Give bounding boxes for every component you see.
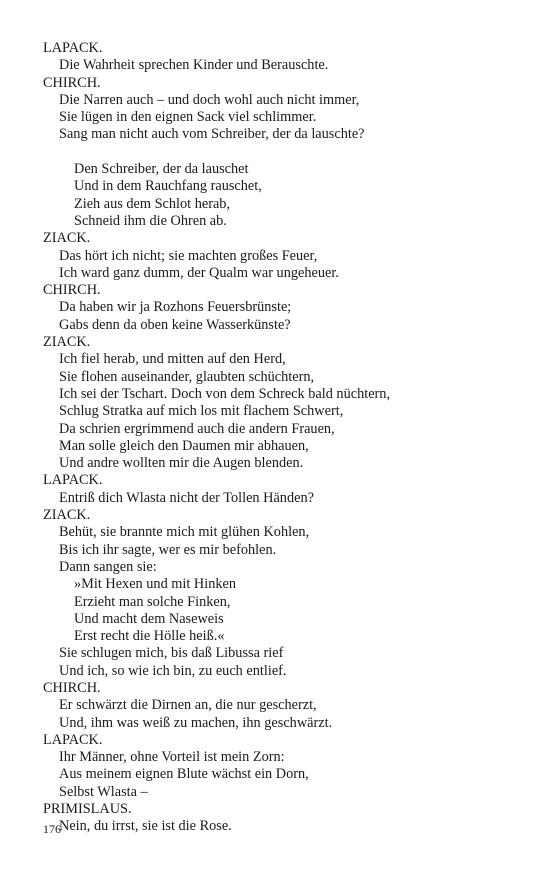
speaker-name: ZIACK.: [43, 230, 91, 247]
song-line: Und in dem Rauchfang rauschet,: [74, 178, 262, 195]
verse-line: Da schrien ergrimmend auch die andern Frauen,: [59, 420, 335, 437]
speaker-name: ZIACK.: [43, 334, 91, 351]
verse-line: Ich sei der Tschart. Doch von dem Schreck bald nüchtern,: [59, 385, 391, 402]
song-line: Und macht dem Naseweis: [74, 610, 224, 627]
verse-line: Er schwärzt die Dirnen an, die nur gescherzt,: [59, 697, 317, 714]
verse-line: Ich fiel herab, und mitten auf den Herd,: [59, 351, 286, 368]
verse-line: Ihr Männer, ohne Vorteil ist mein Zorn:: [59, 749, 285, 766]
verse-line: Sie lügen in den eignen Sack viel schlimmer.: [59, 109, 317, 126]
verse-line: Und, ihm was weiß zu machen, ihn geschwärzt.: [59, 714, 333, 731]
verse-line: Ich ward ganz dumm, der Qualm war ungeheuer.: [59, 264, 339, 281]
speaker-name: LAPACK.: [43, 40, 103, 56]
verse-line: Sang man nicht auch vom Schreiber, der da lauschte?: [59, 126, 365, 143]
verse-line: Behüt, sie brannte mich mit glühen Kohlen,: [59, 524, 310, 541]
speaker-name: CHIRCH.: [43, 282, 101, 299]
verse-line: Schlug Stratka auf mich los mit flachem Schwert,: [59, 403, 344, 420]
verse-line: Nein, du irrst, sie ist die Rose.: [59, 818, 232, 835]
verse-line: Und ich, so wie ich bin, zu euch entlief.: [59, 662, 287, 679]
song-line: Erzieht man solche Finken,: [74, 593, 231, 610]
speaker-name: LAPACK.: [43, 472, 103, 489]
page-number: 176: [43, 822, 61, 836]
speaker-name: CHIRCH.: [43, 679, 101, 696]
verse-line: Man solle gleich den Daumen mir abhauen,: [59, 437, 309, 454]
verse-line: Gabs denn da oben keine Wasserkünste?: [59, 316, 291, 333]
verse-line: Sie flohen auseinander, glaubten schüchtern,: [59, 368, 315, 385]
verse-line: Und andre wollten mir die Augen blenden.: [59, 455, 304, 472]
verse-line: Aus meinem eignen Blute wächst ein Dorn,: [59, 766, 309, 783]
verse-line: Bis ich ihr sagte, wer es mir befohlen.: [59, 541, 277, 558]
blank-line: [43, 144, 523, 161]
song-line: Den Schreiber, der da lauschet: [74, 161, 249, 178]
verse-line: Sie schlugen mich, bis daß Libussa rief: [59, 645, 284, 662]
song-line: »Mit Hexen und mit Hinken: [74, 576, 237, 593]
song-line: Erst recht die Hölle heiß.«: [74, 628, 225, 645]
verse-line: Das hört ich nicht; sie machten großes Feuer,: [59, 247, 318, 264]
speaker-name: CHIRCH.: [43, 74, 101, 91]
verse-line: Entriß dich Wlasta nicht der Tollen Händen?: [59, 489, 314, 506]
song-line: Schneid ihm die Ohren ab.: [74, 212, 227, 229]
page-text: [43, 40, 523, 836]
verse-line: Dann sangen sie:: [59, 558, 157, 575]
song-line: Zieh aus dem Schlot herab,: [74, 195, 231, 212]
speaker-name: ZIACK.: [43, 507, 91, 524]
speaker-name: LAPACK.: [43, 731, 103, 748]
speaker-name: PRIMISLAUS.: [43, 801, 132, 818]
verse-line: Selbst Wlasta –: [59, 783, 148, 800]
verse-line: Die Wahrheit sprechen Kinder und Berauschte.: [59, 57, 329, 74]
verse-line: Die Narren auch – und doch wohl auch nicht immer,: [59, 91, 360, 108]
verse-line: Da haben wir ja Rozhons Feuersbrünste;: [59, 299, 292, 316]
